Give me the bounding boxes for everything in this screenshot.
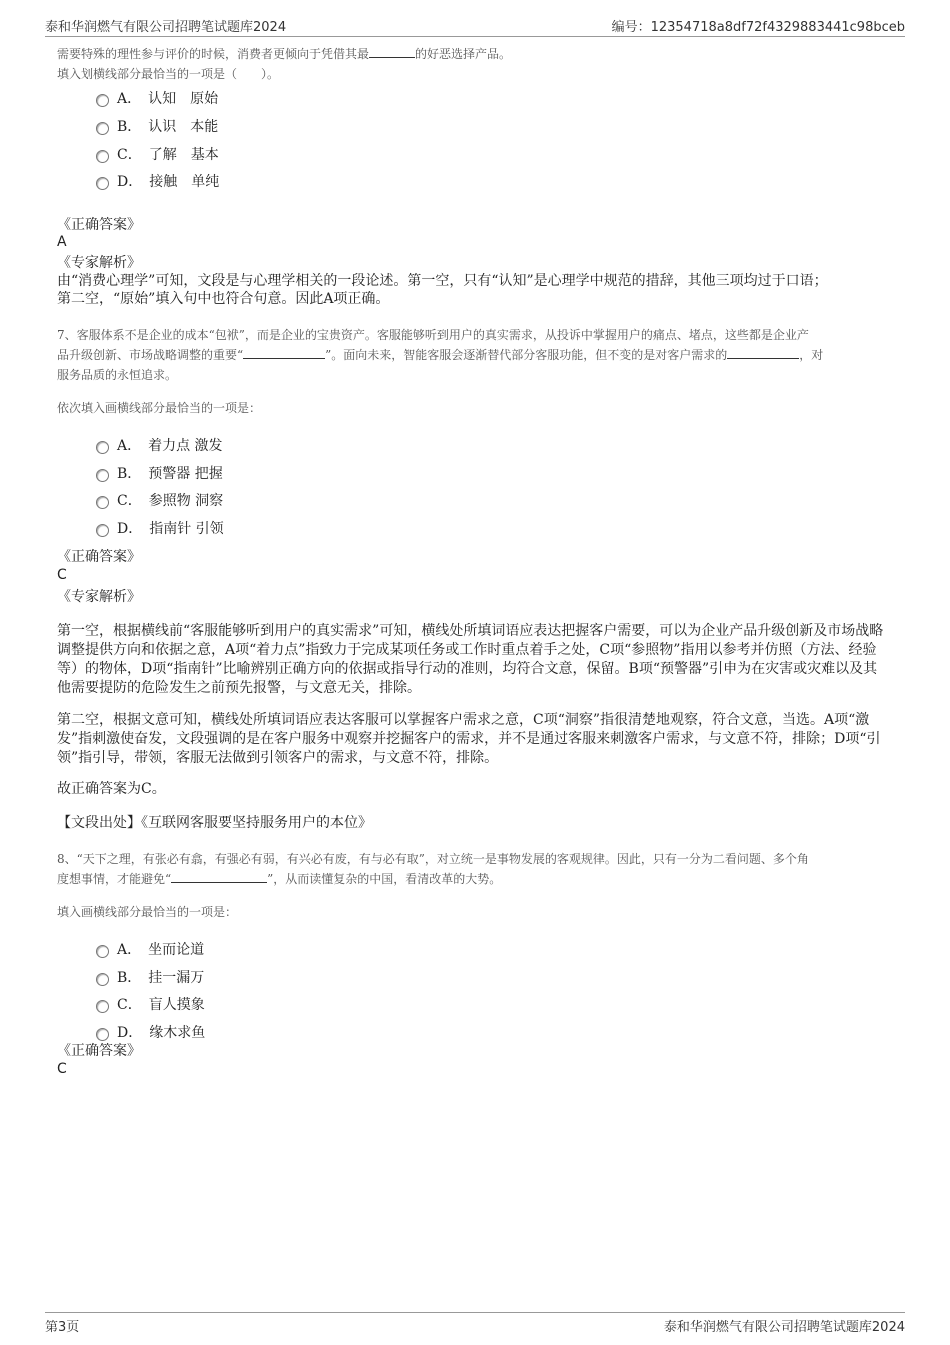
q7-analysis-label: 《专家解析》 xyxy=(57,589,141,605)
q7-blank-2 xyxy=(727,346,799,359)
q8-answer: C xyxy=(57,1061,67,1077)
q7-stem-line-3: 服务品质的永恒追求。 xyxy=(57,368,178,382)
radio-icon[interactable] xyxy=(96,469,109,482)
q7-answer: C xyxy=(57,567,67,583)
q6-blank xyxy=(369,45,415,58)
q7-stem-line-2: 品升级创新、市场战略调整的重要“ ”。面向未来，智能客服会逐渐替代部分客服功能，但不变的是对客户需求的 ，对 xyxy=(57,348,824,362)
q7-instruction: 依次填入画横线部分最恰当的一项是： xyxy=(57,401,262,415)
radio-icon[interactable] xyxy=(96,496,109,509)
page-header xyxy=(45,14,905,37)
q7-analysis-para-2: 第二空，根据文意可知，横线处所填词语应表达客服可以掌握客户需求之意，C项“洞察”指很清楚地观察，符合文意，当选。A项“激发”指刺激使奋发，文段强调的是在客户服务中观察并挖掘客户的需求，并不是通过客服来刺激客户需求，与文意不符，排除；D项“引领”指引导，带领，客服无法做到引领客户的需求，与文意不符，排除。 xyxy=(57,712,881,766)
q8-stem-line-2: 度想事情，才能避免“ ”，从而读懂复杂的中国，看清改革的大势。 xyxy=(57,872,502,886)
q8-instruction: 填入画横线部分最恰当的一项是： xyxy=(57,905,238,919)
q6-answer-label: 《正确答案》 xyxy=(57,217,141,233)
q7-stem-line-1: 7、客服体系不是企业的成本“包袱”，而是企业的宝贵资产。客服能够听到用户的真实需求，从投诉中掌握用户的痛点、堵点，这些都是企业产 xyxy=(57,328,809,342)
q6-analysis-line-1: 由“消费心理学”可知，文段是与心理学相关的一段论述。第一空，只有“认知”是心理学中规范的措辞，其他三项均过于口语； xyxy=(57,273,828,289)
radio-icon[interactable] xyxy=(96,122,109,135)
radio-icon[interactable] xyxy=(96,94,109,107)
q6-analysis-line-2: 第二空，“原始”填入句中也符合句意。因此A项正确。 xyxy=(57,291,390,307)
header-title: 泰和华润燃气有限公司招聘笔试题库2024 xyxy=(45,20,287,35)
q7-blank-1 xyxy=(243,346,325,359)
q6-analysis-label: 《专家解析》 xyxy=(57,255,141,271)
radio-icon[interactable] xyxy=(96,177,109,190)
radio-icon[interactable] xyxy=(96,150,109,163)
q8-blank xyxy=(171,870,267,883)
footer-title: 泰和华润燃气有限公司招聘笔试题库2024 xyxy=(663,1320,905,1335)
radio-icon[interactable] xyxy=(96,1000,109,1013)
radio-icon[interactable] xyxy=(96,973,109,986)
q8-answer-label: 《正确答案》 xyxy=(57,1043,141,1059)
q7-source: 【文段出处】《互联网客服要坚持服务用户的本位》 xyxy=(57,815,372,831)
radio-icon[interactable] xyxy=(96,1028,109,1041)
q8-stem-line-1: 8、“天下之理，有张必有翕，有强必有弱，有兴必有废，有与必有取”，对立统一是事物发展的客观规律。因此，只有一分为二看问题、多个角 xyxy=(57,852,809,866)
radio-icon[interactable] xyxy=(96,945,109,958)
page-footer xyxy=(45,1312,905,1335)
page-number: 第3页 xyxy=(45,1320,80,1335)
q6-answer: A xyxy=(57,234,67,250)
radio-icon[interactable] xyxy=(96,524,109,537)
q6-instruction: 填入划横线部分最恰当的一项是（ ）。 xyxy=(57,67,280,81)
header-doc-id: 编号：12354718a8df72f4329883441c98bceb xyxy=(611,20,905,35)
radio-icon[interactable] xyxy=(96,441,109,454)
q7-analysis-para-1: 第一空，根据横线前“客服能够听到用户的真实需求”可知，横线处所填词语应表达把握客户需要，可以为企业产品升级创新及市场战略调整提供方向和依据之意，A项“着力点”指致力于完成某项任务或工作时重点着手之处，C项“参照物”指用以参考并仿照（方法、经验等）的物体，D项“指南针”比喻辨别正确方向的依据或指导行动的准则，均符合文意，保留。B项“预警器”引申为在灾害或灾难以及其他需要提防的危险发生之前预先报警，与文意无关，排除。 xyxy=(57,623,884,696)
q7-answer-label: 《正确答案》 xyxy=(57,549,141,565)
q6-stem: 需要特殊的理性参与评价的时候，消费者更倾向于凭借其最 的好恶选择产品。 xyxy=(57,47,512,61)
q7-analysis-conclusion: 故正确答案为C。 xyxy=(57,781,166,797)
